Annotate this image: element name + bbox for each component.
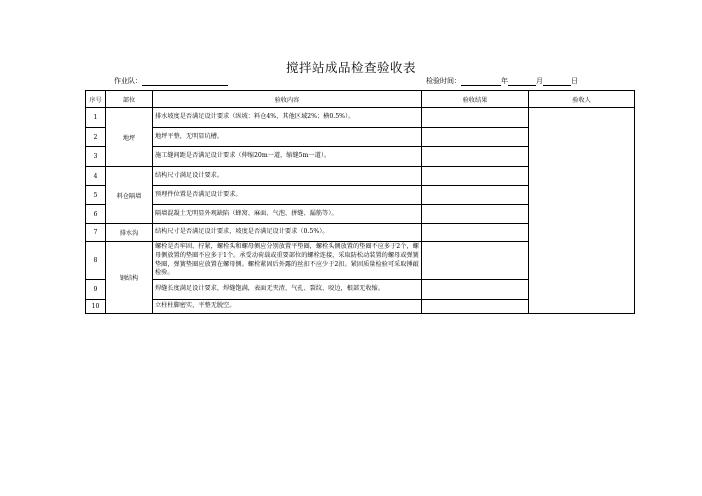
row-content: 隔墙混凝土无明显外观缺陷（蜂窝、麻面、气泡、拼缝、漏筋等）。 xyxy=(153,205,422,224)
year-label: 年 xyxy=(501,77,508,85)
row-content: 结构尺寸满足设计要求。 xyxy=(153,167,422,186)
work-team-field xyxy=(114,76,228,86)
header-content: 验收内容 xyxy=(153,91,422,108)
result-cell[interactable] xyxy=(422,300,529,314)
header-part: 部位 xyxy=(106,91,153,108)
row-content: 立柱柱脚密实，平整无脱空。 xyxy=(153,300,422,314)
row-part: 钢结构 xyxy=(106,242,153,314)
document-title: 搅拌站成品检查验收表 xyxy=(285,60,416,75)
header-result: 验收结果 xyxy=(422,91,529,108)
result-cell[interactable] xyxy=(422,147,529,167)
row-content: 排水坡度是否满足设计要求（纵坡：料仓4%，其他区域2%；横0.5%）。 xyxy=(153,108,422,128)
row-no: 8 xyxy=(86,242,106,280)
header-inspector: 验收人 xyxy=(529,91,635,108)
day-label: 日 xyxy=(571,77,578,85)
result-cell[interactable] xyxy=(422,108,529,128)
row-no: 1 xyxy=(86,108,106,128)
table-row xyxy=(86,108,635,128)
year-blank xyxy=(461,77,501,86)
row-no: 3 xyxy=(86,147,106,167)
row-part: 料仓隔墙 xyxy=(106,167,153,224)
check-time-label: 检验时间： xyxy=(426,77,461,85)
row-content: 施工缝间距是否满足设计要求（伸缩20m一道，缩缝5m一道）。 xyxy=(153,147,422,167)
table-header-row xyxy=(86,91,635,108)
month-blank xyxy=(508,77,536,86)
row-content: 结构尺寸是否满足设计要求，坡度是否满足设计要求（0.5%）。 xyxy=(153,224,422,242)
row-content: 预埋件位置是否满足设计要求。 xyxy=(153,186,422,205)
row-content: 地坪平整，无明显坑槽。 xyxy=(153,128,422,147)
row-no: 4 xyxy=(86,167,106,186)
check-time-field xyxy=(426,76,578,86)
result-cell[interactable] xyxy=(422,242,529,280)
inspection-table xyxy=(85,90,635,314)
header-no: 序号 xyxy=(86,91,106,108)
result-cell[interactable] xyxy=(422,128,529,147)
row-part: 地坪 xyxy=(106,108,153,167)
result-cell[interactable] xyxy=(422,205,529,224)
row-part: 排水沟 xyxy=(106,224,153,242)
result-cell[interactable] xyxy=(422,224,529,242)
row-no: 6 xyxy=(86,205,106,224)
row-content: 螺栓是否牢固、拧紧，螺栓头和螺母侧应分别放置平垫圈，螺栓头侧放置的垫圈不应多于2个，螺母侧放置的垫圈不应多于1个。承受动荷载或重要部位的螺栓连接，采取防松动装置的螺母或弹簧垫圈，弹簧垫圈应放置在螺母侧。螺栓紧固后外露的丝扣不应少于2扣。紧固质量检验可采取锤敲检验。 xyxy=(153,242,422,280)
result-cell[interactable] xyxy=(422,280,529,300)
row-no: 10 xyxy=(86,300,106,314)
inspector-cell[interactable] xyxy=(529,108,635,314)
day-blank xyxy=(543,77,571,86)
row-no: 2 xyxy=(86,128,106,147)
result-cell[interactable] xyxy=(422,167,529,186)
work-team-label: 作业队： xyxy=(114,77,142,85)
month-label: 月 xyxy=(536,77,543,85)
row-no: 7 xyxy=(86,224,106,242)
row-no: 5 xyxy=(86,186,106,205)
work-team-blank xyxy=(142,77,228,86)
row-content: 焊缝长度满足设计要求，焊缝饱满，表面无夹渣、气孔、裂纹、咬边，根部无收缩。 xyxy=(153,280,422,300)
row-no: 9 xyxy=(86,280,106,300)
result-cell[interactable] xyxy=(422,186,529,205)
